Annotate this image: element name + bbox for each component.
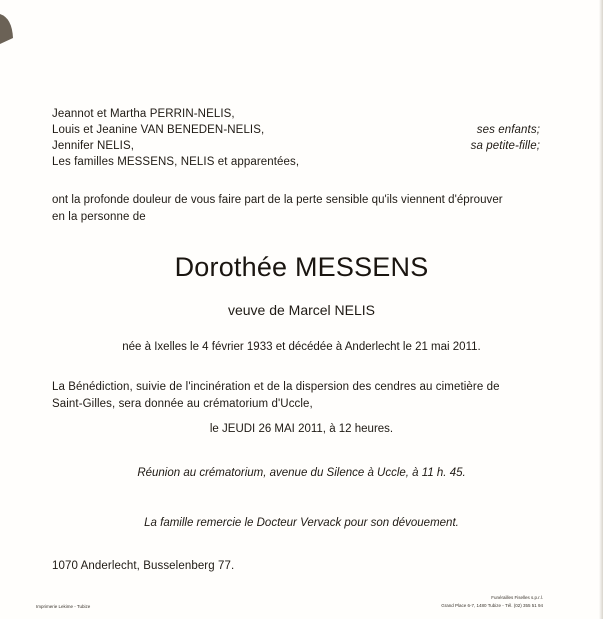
family-line-1: Jeannot et Martha PERRIN-NELIS, xyxy=(52,108,235,120)
ceremony-line-1: La Bénédiction, suivie de l'incinération et de la dispersion des cendres au cimetière de xyxy=(52,381,500,393)
corner-binding-mark xyxy=(0,8,14,44)
family-line-3: Jennifer NELIS, xyxy=(52,140,135,152)
home-address: 1070 Anderlecht, Busselenberg 77. xyxy=(52,560,235,572)
printer-credit: Imprimerie Lekime - Tubize xyxy=(36,604,91,609)
thanks-notice: La famille remercie le Docteur Vervack pour son dévouement. xyxy=(144,517,459,529)
announcement-line-2: en la personne de xyxy=(52,211,146,223)
ceremony-line-2: Saint-Gilles, sera donnée au crématorium d'Uccle, xyxy=(52,398,313,410)
family-role-children: ses enfants; xyxy=(476,124,540,136)
announcement-line-1: ont la profonde douleur de vous faire part de la perte sensible qu'ils viennent d'éprouver xyxy=(52,194,503,206)
deceased-dates: née à Ixelles le 4 février 1933 et décédée à Anderlecht le 21 mai 2011. xyxy=(122,341,481,353)
gathering-notice: Réunion au crématorium, avenue du Silence à Uccle, à 11 h. 45. xyxy=(137,467,466,479)
ceremony-date-time: le JEUDI 26 MAI 2011, à 12 heures. xyxy=(209,423,394,435)
deceased-name: Dorothée MESSENS xyxy=(174,252,429,282)
family-line-2: Louis et Jeanine VAN BENEDEN-NELIS, xyxy=(52,124,265,136)
deceased-widow-of: veuve de Marcel NELIS xyxy=(227,302,376,318)
funeral-home-name: Funérailles Fiselles s.p.r.l. xyxy=(491,595,543,600)
family-role-granddaughter: sa petite-fille; xyxy=(470,140,540,152)
funeral-home-address: Grand Place 6-7, 1480 Tubize - Tél. (02) 355 51 94 xyxy=(441,603,543,608)
family-line-4: Les familles MESSENS, NELIS et apparentées, xyxy=(52,156,300,168)
